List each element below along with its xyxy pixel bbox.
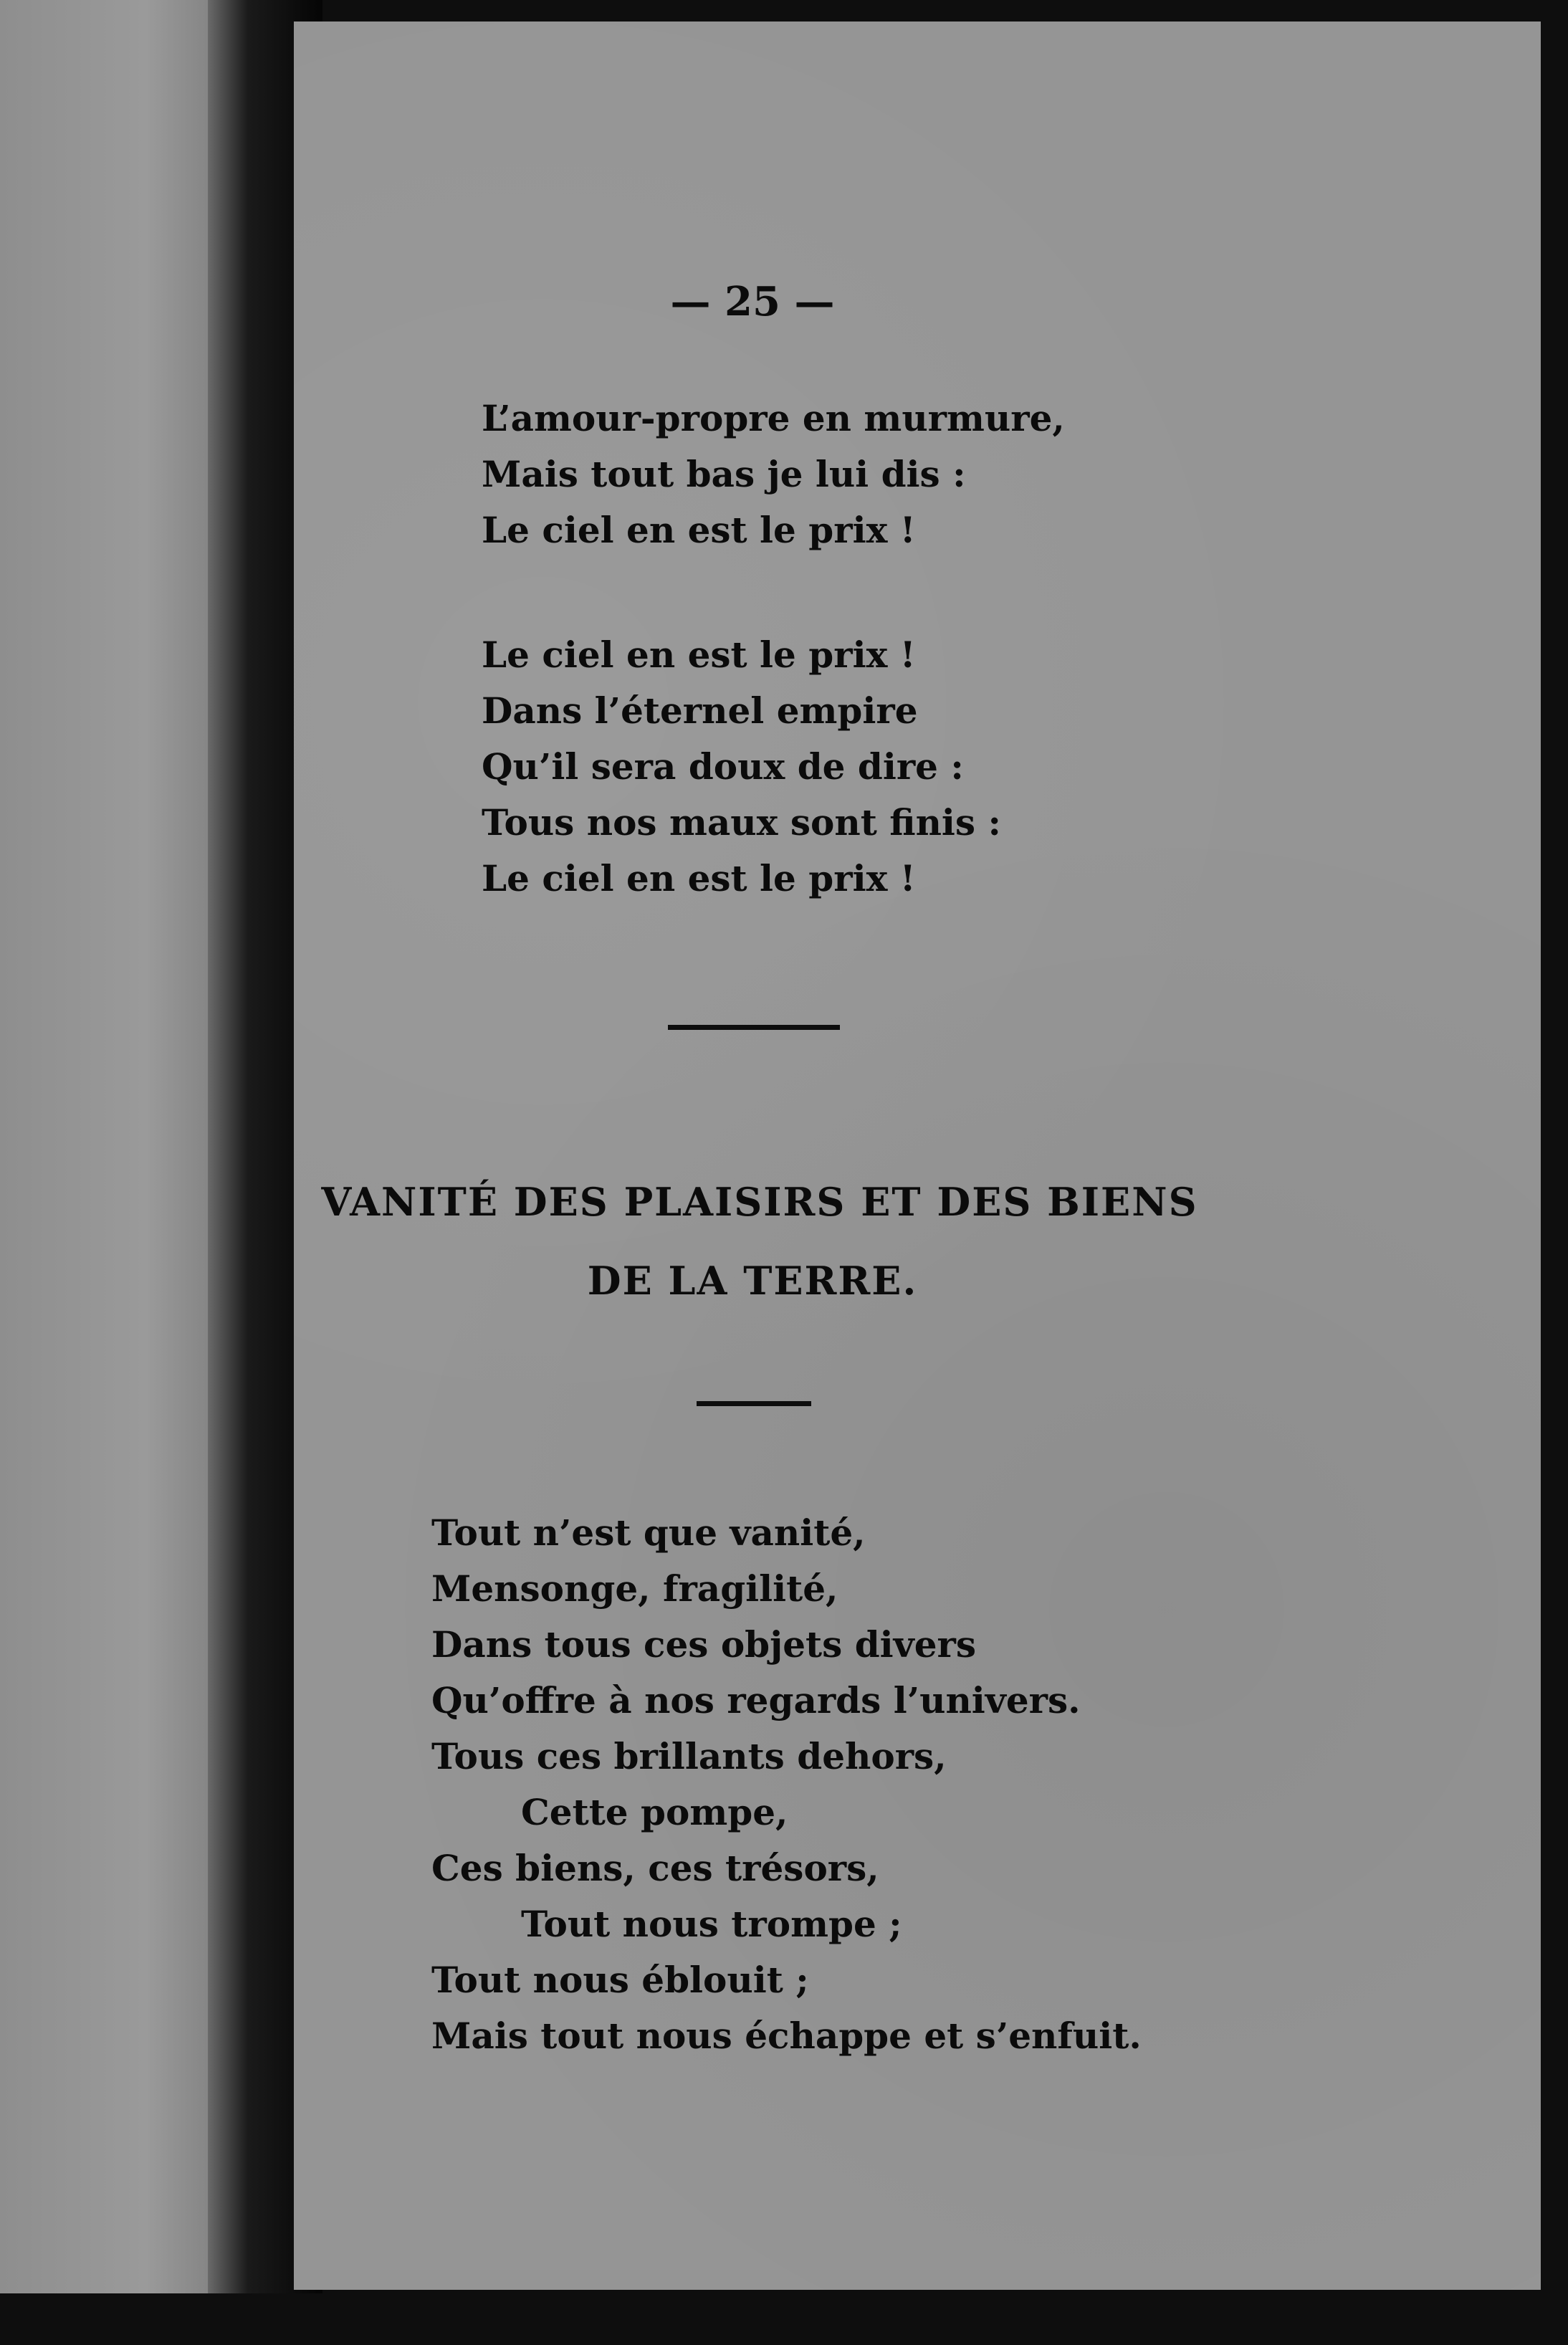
verse-line: Le ciel en est le prix !	[482, 634, 916, 676]
page-number: — 25 —	[670, 278, 835, 325]
verse-line: Qu’offre à nos regards l’univers.	[431, 1679, 1081, 1721]
verse-line: L’amour-propre en murmure,	[482, 397, 1065, 439]
section-divider	[668, 1025, 840, 1030]
stanza-2	[482, 627, 1001, 907]
verse-line: Tout nous trompe ;	[521, 1903, 902, 1945]
verse-line: Tout nous éblouit ;	[431, 1959, 809, 2001]
verse-line: Tous nos maux sont finis :	[482, 801, 1001, 844]
verse-line: Ces biens, ces trésors,	[431, 1847, 879, 1889]
verse-line: Mais tout nous échappe et s’enfuit.	[431, 2015, 1142, 2057]
stanza-1	[482, 391, 1065, 558]
verse-line: Qu’il sera doux de dire :	[482, 745, 964, 788]
verse-line: Tout n’est que vanité,	[431, 1511, 866, 1554]
title-divider	[697, 1401, 811, 1406]
verse-line: Le ciel en est le prix !	[482, 857, 916, 899]
verse-line: Mais tout bas je lui dis :	[482, 453, 966, 495]
section-title-line-2: DE LA TERRE.	[587, 1258, 918, 1304]
section-title-line-1: VANITÉ DES PLAISIRS ET DES BIENS	[321, 1179, 1198, 1225]
verse-line: Le ciel en est le prix !	[482, 509, 916, 551]
stanza-3	[431, 1505, 1142, 2064]
verse-line: Cette pompe,	[521, 1791, 788, 1833]
verse-line: Dans l’éternel empire	[482, 689, 918, 732]
verse-line: Tous ces brillants dehors,	[431, 1735, 947, 1777]
verse-line: Mensonge, fragilité,	[431, 1567, 838, 1610]
facing-page-edge	[0, 0, 244, 2293]
verse-line: Dans tous ces objets divers	[431, 1623, 977, 1666]
